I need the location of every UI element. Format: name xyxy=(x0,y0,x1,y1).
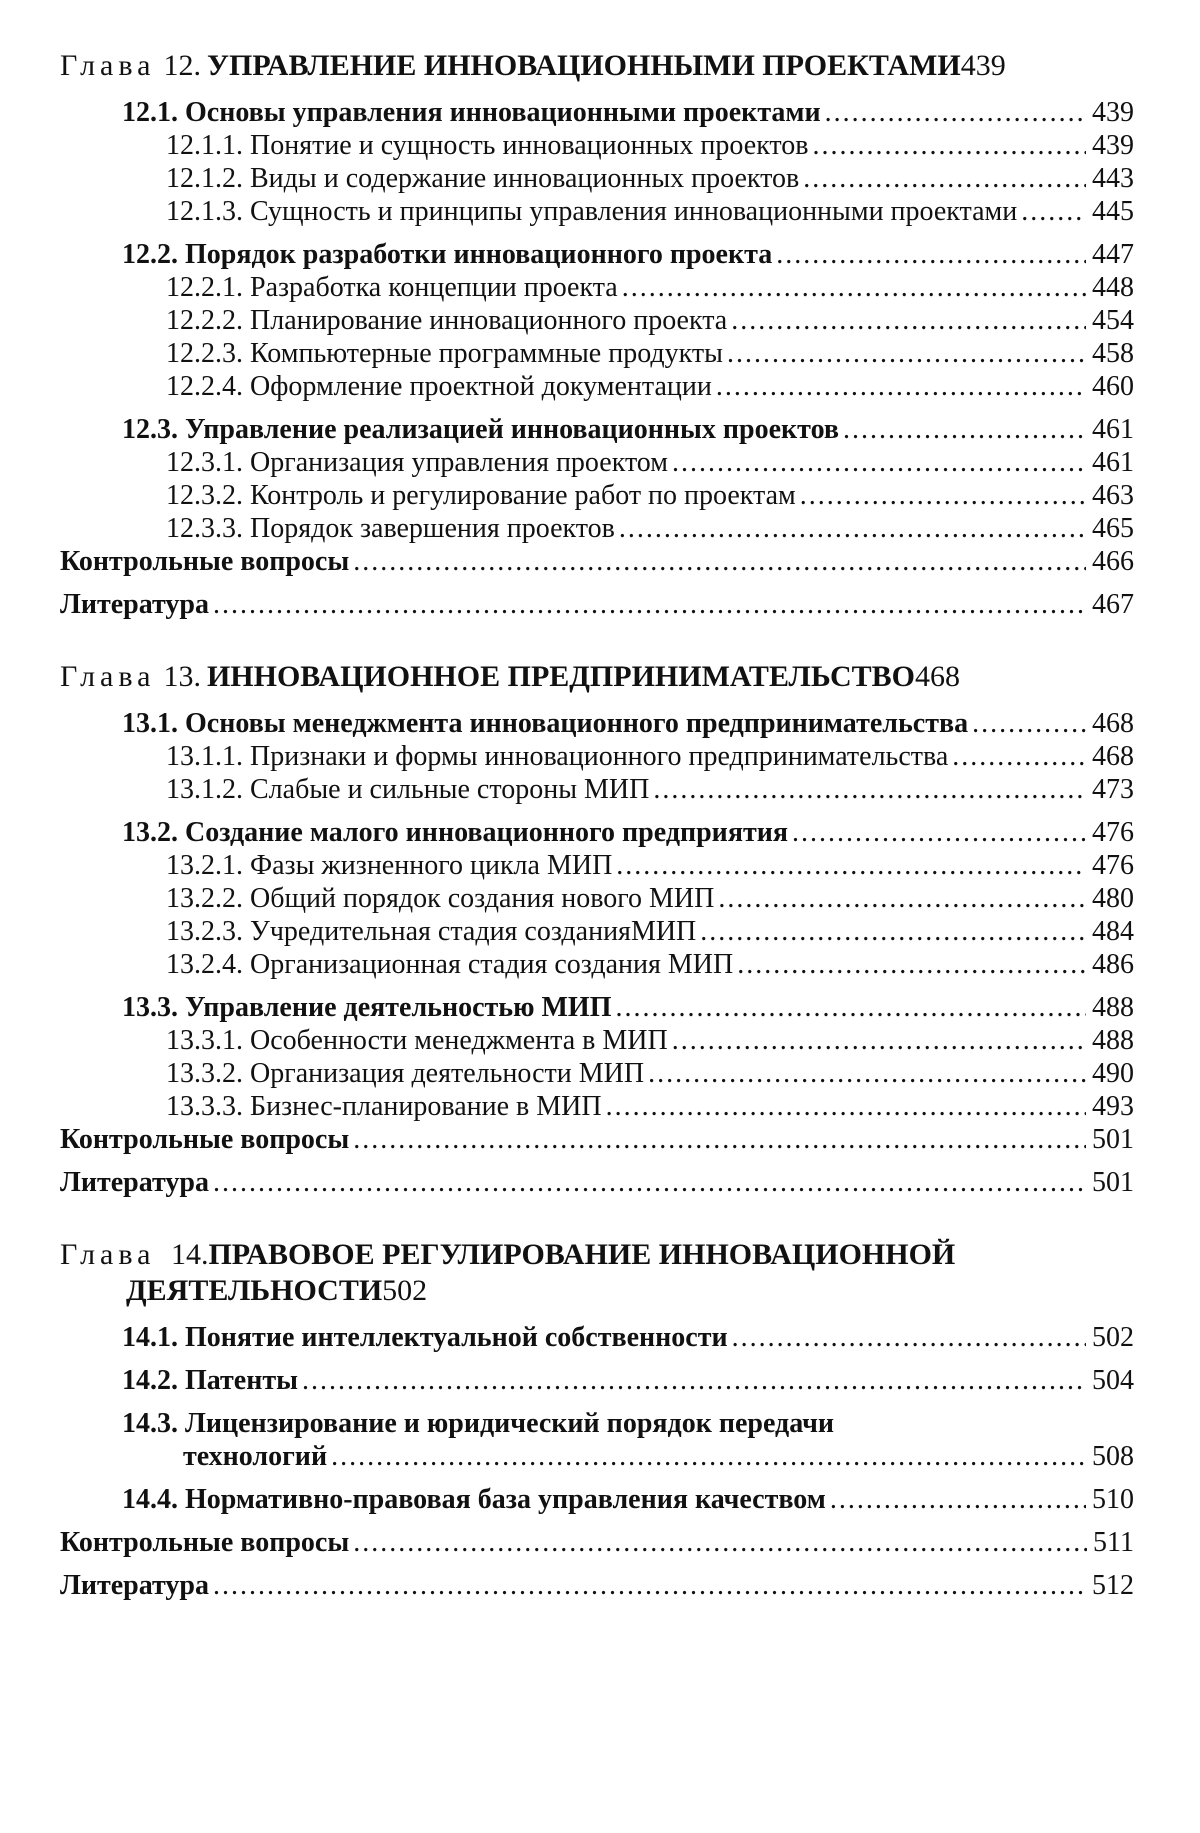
subsection-title: Сущность и принципы управления инновационными проектами xyxy=(250,196,1018,227)
toc-section xyxy=(60,1321,1134,1354)
toc-subsection xyxy=(60,370,1134,403)
leader-dots xyxy=(302,1364,1086,1397)
toc-section xyxy=(60,413,1134,446)
toc-subsection xyxy=(60,129,1134,162)
subsection-number: 13.1.2. xyxy=(166,774,243,805)
leader-dots xyxy=(737,948,1086,981)
page-number: 445 xyxy=(1092,196,1134,227)
toc-subsection xyxy=(60,1024,1134,1057)
section-title: Порядок разработки инновационного проекта xyxy=(185,239,773,270)
section-title: Нормативно-правовая база управления качеством xyxy=(185,1484,826,1515)
page-number: 461 xyxy=(1092,447,1134,478)
toc-subsection xyxy=(60,479,1134,512)
leader-dots xyxy=(776,238,1086,271)
subsection-title: Признаки и формы инновационного предпринимательства xyxy=(250,741,949,772)
page-number: 454 xyxy=(1092,305,1134,336)
toc-subsection xyxy=(60,948,1134,981)
subsection-number: 13.2.4. xyxy=(166,949,243,980)
toc-literature xyxy=(60,1569,1134,1602)
leader-dots xyxy=(213,1569,1086,1602)
leader-dots xyxy=(1021,195,1086,228)
page-number: 488 xyxy=(1092,1025,1134,1056)
toc-subsection xyxy=(60,849,1134,882)
toc-questions xyxy=(60,1123,1134,1156)
questions-title: Контрольные вопросы xyxy=(60,1527,350,1558)
section-title: Патенты xyxy=(185,1365,298,1396)
chapter-title: ИННОВАЦИОННОЕ ПРЕДПРИНИМАТЕЛЬСТВО xyxy=(206,660,916,693)
leader-dots xyxy=(653,773,1086,806)
toc-literature xyxy=(60,1166,1134,1199)
page-number: 490 xyxy=(1092,1058,1134,1089)
leader-dots xyxy=(331,1440,1086,1473)
chapter-number: 12. xyxy=(163,49,201,82)
section-title: Управление реализацией инновационных проектов xyxy=(185,414,839,445)
toc-subsection xyxy=(60,1090,1134,1123)
subsection-title: Планирование инновационного проекта xyxy=(250,305,728,336)
toc-subsection xyxy=(60,337,1134,370)
leader-dots xyxy=(622,271,1086,304)
chapter-heading xyxy=(60,659,1134,695)
section-number: 14.2. xyxy=(122,1365,178,1396)
leader-dots xyxy=(813,129,1086,162)
chapter-heading xyxy=(60,1237,1134,1273)
chapter-number: 13. xyxy=(163,660,201,693)
subsection-title: Виды и содержание инновационных проектов xyxy=(250,163,800,194)
page-number: 466 xyxy=(1092,546,1134,577)
toc-subsection xyxy=(60,1057,1134,1090)
page-number: 447 xyxy=(1092,239,1134,270)
subsection-number: 12.2.4. xyxy=(166,371,243,402)
page-number: 508 xyxy=(1092,1441,1134,1472)
page-number: 488 xyxy=(1092,992,1134,1023)
toc-literature xyxy=(60,588,1134,621)
leader-dots xyxy=(616,849,1086,882)
subsection-title: Учредительная стадия созданияМИП xyxy=(250,916,697,947)
toc-questions xyxy=(60,1526,1134,1559)
subsection-title: Понятие и сущность инновационных проектов xyxy=(250,130,809,161)
section-number: 14.1. xyxy=(122,1322,178,1353)
leader-dots xyxy=(732,1321,1086,1354)
toc-section xyxy=(60,991,1134,1024)
literature-title: Литература xyxy=(60,1570,209,1601)
leader-dots xyxy=(700,915,1086,948)
page-number: 448 xyxy=(1092,272,1134,303)
subsection-number: 12.3.1. xyxy=(166,447,243,478)
subsection-number: 13.3.1. xyxy=(166,1025,243,1056)
section-number: 14.3. xyxy=(122,1408,178,1439)
subsection-number: 13.2.1. xyxy=(166,850,243,881)
page-number: 468 xyxy=(1092,708,1134,739)
page-number: 439 xyxy=(1092,97,1134,128)
toc-section xyxy=(60,96,1134,129)
subsection-title: Порядок завершения проектов xyxy=(250,513,615,544)
leader-dots xyxy=(672,1024,1086,1057)
page-number: 458 xyxy=(1092,338,1134,369)
section-number: 12.3. xyxy=(122,414,178,445)
section-title-line1: Лицензирование и юридический порядок передачи xyxy=(185,1408,834,1439)
leader-dots xyxy=(716,370,1086,403)
toc-subsection xyxy=(60,740,1134,773)
leader-dots xyxy=(800,479,1086,512)
page-number: 443 xyxy=(1092,163,1134,194)
section-number: 13.3. xyxy=(122,992,178,1023)
subsection-title: Общий порядок создания нового МИП xyxy=(250,883,715,914)
toc-subsection xyxy=(60,773,1134,806)
leader-dots xyxy=(353,1123,1086,1156)
page-number: 463 xyxy=(1092,480,1134,511)
section-number: 13.2. xyxy=(122,817,178,848)
page-number: 468 xyxy=(1092,741,1134,772)
page-number: 486 xyxy=(1092,949,1134,980)
subsection-number: 12.1.2. xyxy=(166,163,243,194)
page-number: 460 xyxy=(1092,371,1134,402)
page-number: 476 xyxy=(1092,850,1134,881)
questions-title: Контрольные вопросы xyxy=(60,1124,350,1155)
section-title: Основы менеджмента инновационного предпринимательства xyxy=(185,708,969,739)
subsection-number: 12.1.3. xyxy=(166,196,243,227)
leader-dots xyxy=(792,816,1086,849)
leader-dots xyxy=(727,337,1086,370)
literature-title: Литература xyxy=(60,589,209,620)
subsection-title: Организационная стадия создания МИП xyxy=(250,949,734,980)
leader-dots xyxy=(606,1090,1086,1123)
toc-section xyxy=(60,707,1134,740)
subsection-number: 13.1.1. xyxy=(166,741,243,772)
chapter-title-line2: ДЕЯТЕЛЬНОСТИ xyxy=(126,1274,383,1307)
leader-dots xyxy=(731,304,1086,337)
subsection-title: Слабые и сильные стороны МИП xyxy=(250,774,650,805)
chapter-heading xyxy=(60,48,1134,84)
page-number: 501 xyxy=(1092,1167,1134,1198)
leader-dots xyxy=(615,991,1086,1024)
toc-subsection xyxy=(60,512,1134,545)
subsection-number: 12.3.3. xyxy=(166,513,243,544)
subsection-title: Контроль и регулирование работ по проектам xyxy=(250,480,796,511)
subsection-number: 13.2.3. xyxy=(166,916,243,947)
section-title: Создание малого инновационного предприятия xyxy=(185,817,788,848)
leader-dots xyxy=(213,588,1086,621)
page-number: 461 xyxy=(1092,414,1134,445)
leader-dots xyxy=(952,740,1086,773)
chapter-title-line1: ПРАВОВОЕ РЕГУЛИРОВАНИЕ ИННОВАЦИОННОЙ xyxy=(208,1238,956,1271)
subsection-title: Разработка концепции проекта xyxy=(250,272,618,303)
toc-subsection xyxy=(60,162,1134,195)
page-number: 465 xyxy=(1092,513,1134,544)
subsection-title: Бизнес-планирование в МИП xyxy=(250,1091,602,1122)
section-title-line2: технологий xyxy=(183,1441,328,1472)
page-number: 502 xyxy=(382,1274,428,1307)
toc-subsection xyxy=(60,882,1134,915)
page-number: 467 xyxy=(1092,589,1134,620)
page-number: 493 xyxy=(1092,1091,1134,1122)
toc-section xyxy=(60,816,1134,849)
leader-dots xyxy=(619,512,1086,545)
toc-section xyxy=(60,238,1134,271)
subsection-title: Фазы жизненного цикла МИП xyxy=(250,850,613,881)
chapter-heading-continuation xyxy=(60,1273,1134,1309)
page-number: 439 xyxy=(960,49,1006,82)
section-title: Основы управления инновационными проектами xyxy=(185,97,821,128)
leader-dots xyxy=(718,882,1086,915)
toc-subsection xyxy=(60,304,1134,337)
subsection-title: Организация деятельности МИП xyxy=(250,1058,645,1089)
section-number: 13.1. xyxy=(122,708,178,739)
page-number: 502 xyxy=(1092,1322,1134,1353)
subsection-title: Компьютерные программные продукты xyxy=(250,338,723,369)
subsection-number: 12.2.2. xyxy=(166,305,243,336)
leader-dots xyxy=(672,446,1086,479)
subsection-number: 12.3.2. xyxy=(166,480,243,511)
toc-section-continuation xyxy=(60,1440,1134,1473)
page-number: 512 xyxy=(1092,1570,1134,1601)
leader-dots xyxy=(803,162,1086,195)
subsection-title: Организация управления проектом xyxy=(250,447,668,478)
subsection-title: Оформление проектной документации xyxy=(250,371,712,402)
subsection-number: 12.2.1. xyxy=(166,272,243,303)
page-number: 476 xyxy=(1092,817,1134,848)
page-number: 484 xyxy=(1092,916,1134,947)
section-title: Управление деятельностью МИП xyxy=(185,992,612,1023)
subsection-number: 13.3.2. xyxy=(166,1058,243,1089)
subsection-number: 12.2.3. xyxy=(166,338,243,369)
toc-questions xyxy=(60,545,1134,578)
questions-title: Контрольные вопросы xyxy=(60,546,350,577)
leader-dots xyxy=(353,545,1086,578)
section-number: 12.2. xyxy=(122,239,178,270)
toc-subsection xyxy=(60,195,1134,228)
leader-dots xyxy=(830,1483,1086,1516)
page-number: 504 xyxy=(1092,1365,1134,1396)
page-number: 468 xyxy=(915,660,961,693)
toc-subsection xyxy=(60,446,1134,479)
chapter-prefix: Глава xyxy=(60,49,156,82)
leader-dots xyxy=(353,1526,1087,1559)
page-number: 473 xyxy=(1092,774,1134,805)
chapter-number: 14. xyxy=(170,1238,209,1271)
leader-dots xyxy=(648,1057,1086,1090)
chapter-prefix: Глава xyxy=(60,660,156,693)
leader-dots xyxy=(213,1166,1086,1199)
leader-dots xyxy=(843,413,1086,446)
section-number: 12.1. xyxy=(122,97,178,128)
page-number: 511 xyxy=(1093,1527,1134,1558)
toc-section xyxy=(60,1364,1134,1397)
page-number: 480 xyxy=(1092,883,1134,914)
toc-subsection xyxy=(60,271,1134,304)
literature-title: Литература xyxy=(60,1167,209,1198)
subsection-number: 12.1.1. xyxy=(166,130,243,161)
subsection-title: Особенности менеджмента в МИП xyxy=(250,1025,668,1056)
page-number: 510 xyxy=(1092,1484,1134,1515)
chapter-prefix: Глава xyxy=(60,1238,156,1271)
subsection-number: 13.3.3. xyxy=(166,1091,243,1122)
table-of-contents xyxy=(60,48,1134,1602)
page-number: 501 xyxy=(1092,1124,1134,1155)
section-number: 14.4. xyxy=(122,1484,178,1515)
toc-section-wrapped xyxy=(60,1407,1134,1440)
chapter-title: УПРАВЛЕНИЕ ИННОВАЦИОННЫМИ ПРОЕКТАМИ xyxy=(206,49,961,82)
leader-dots xyxy=(972,707,1086,740)
subsection-number: 13.2.2. xyxy=(166,883,243,914)
page-number: 439 xyxy=(1092,130,1134,161)
leader-dots xyxy=(825,96,1086,129)
toc-section xyxy=(60,1483,1134,1516)
section-title: Понятие интеллектуальной собственности xyxy=(185,1322,728,1353)
toc-subsection xyxy=(60,915,1134,948)
